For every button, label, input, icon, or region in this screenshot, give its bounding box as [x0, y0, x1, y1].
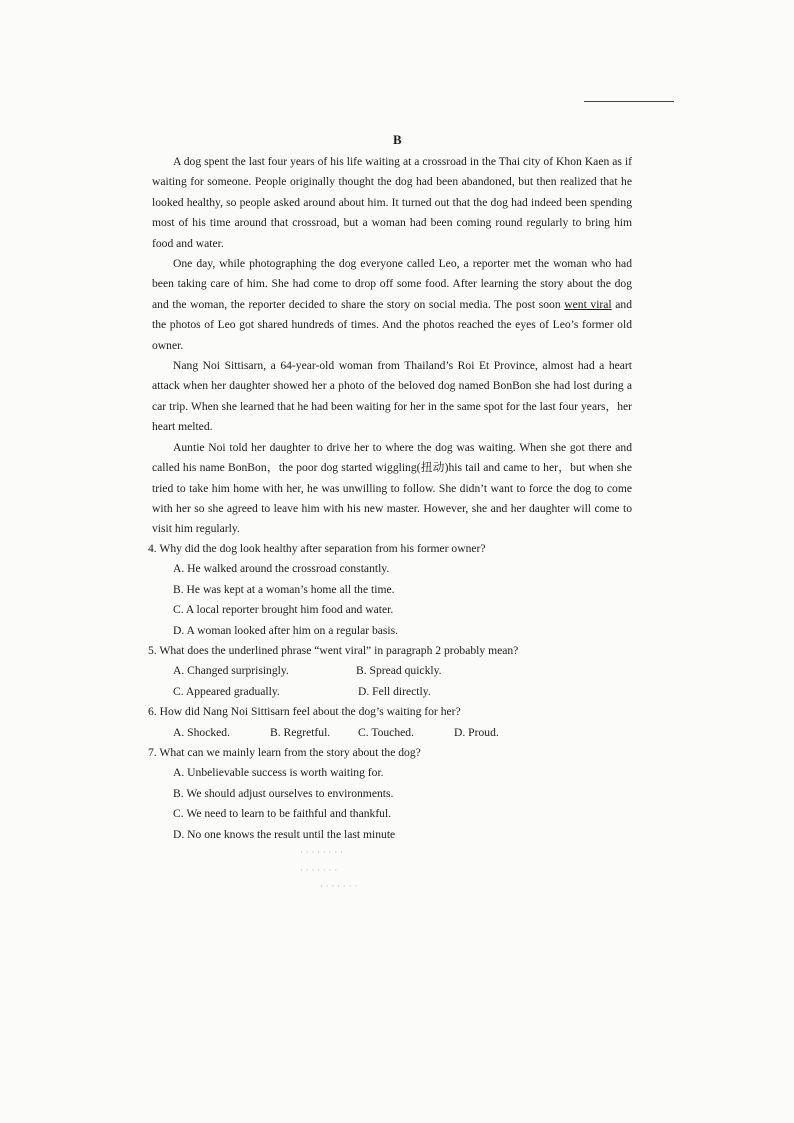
question-7-option-a: A. Unbelievable success is worth waiting for.: [173, 766, 384, 780]
underlined-phrase: went viral: [564, 297, 612, 311]
question-6-option-d: D. Proud.: [454, 725, 499, 739]
paragraph-2-text-a: One day, while photographing the dog everyone called Leo, a reporter met the woman who had been taking care of him. She had come to drop off some food. After learning the story about the dog and the woman, the reporter decided to share the story on social media. The post soon: [152, 257, 632, 311]
question-6-option-a: A. Shocked.: [173, 725, 230, 739]
question-6-option-c: C. Touched.: [358, 725, 414, 739]
question-5-option-c: C. Appeared gradually.: [173, 684, 280, 698]
question-5-option-d: D. Fell directly.: [358, 684, 431, 698]
question-6-option-b: B. Regretful.: [270, 725, 331, 739]
question-4-stem: 4. Why did the dog look healthy after separation from his former owner?: [148, 542, 486, 555]
question-7-option-c: C. We need to learn to be faithful and thankful.: [173, 807, 392, 821]
paragraph-1: A dog spent the last four years of his life waiting at a crossroad in the Thai city of Khon Kaen as if waiting for someone. People originally thought the dog had been abandoned, but then realized that he looked healthy, so people asked around about him. It turned out that the dog had indeed been spending most of his time around that crossroad, but a woman had been coming round regularly to bring him food and water.: [152, 155, 632, 250]
question-7-stem: 7. What can we mainly learn from the story about the dog?: [148, 746, 421, 760]
paragraph-2-text-b: and the photos of Leo got shared hundreds of times. And the photos reached the eyes of Leo’s former old owner.: [152, 297, 633, 352]
question-5-stem: 5. What does the underlined phrase “went viral” in paragraph 2 probably mean?: [148, 644, 519, 658]
question-4-option-b: B. He was kept at a woman’s home all the time.: [173, 582, 395, 596]
paragraph-4: Auntie Noi told her daughter to drive her to where the dog was waiting. When she got there and called his name BonBon，the poor dog started wiggling(扭动)his tail and came to her，but when she tried to take him home with her, he was unwilling to follow. She didn’t want to force the dog to come with her so she agreed to leave him with his new master. However, she and her daughter will come to visit him regularly.: [152, 440, 632, 536]
header-rule: [584, 101, 674, 102]
scan-noise: · · · · · · · ·: [300, 848, 343, 858]
paragraph-2: [152, 254, 632, 356]
question-7-option-b: B. We should adjust ourselves to environments.: [173, 786, 394, 800]
question-6-stem: 6. How did Nang Noi Sittisarn feel about the dog’s waiting for her?: [148, 705, 461, 719]
question-7-option-d: D. No one knows the result until the last minute: [173, 827, 396, 841]
section-label: B: [393, 132, 402, 147]
scan-noise: · · · · · · ·: [320, 882, 358, 892]
question-4-option-d: D. A woman looked after him on a regular basis.: [173, 623, 399, 637]
question-5-row-1: [173, 661, 628, 681]
questions-block: [148, 539, 628, 845]
question-5-option-a: A. Changed surprisingly.: [173, 664, 289, 678]
question-4-option-c: C. A local reporter brought him food and water.: [173, 603, 394, 617]
question-5-row-2: [173, 682, 628, 702]
scan-noise: · · · · · · ·: [300, 866, 338, 876]
question-5-option-b: B. Spread quickly.: [356, 664, 442, 678]
question-6-row: [173, 723, 628, 743]
reading-passage: [152, 152, 632, 540]
question-4-option-a: A. He walked around the crossroad constantly.: [173, 562, 390, 576]
paragraph-3: Nang Noi Sittisarn, a 64-year-old woman from Thailand’s Roi Et Province, almost had a heart attack when her daughter showed her a photo of the beloved dog named BonBon she had lost during a car trip. When she learned that he had been waiting for her in the same spot for the last four years，her heart melted.: [152, 359, 632, 434]
